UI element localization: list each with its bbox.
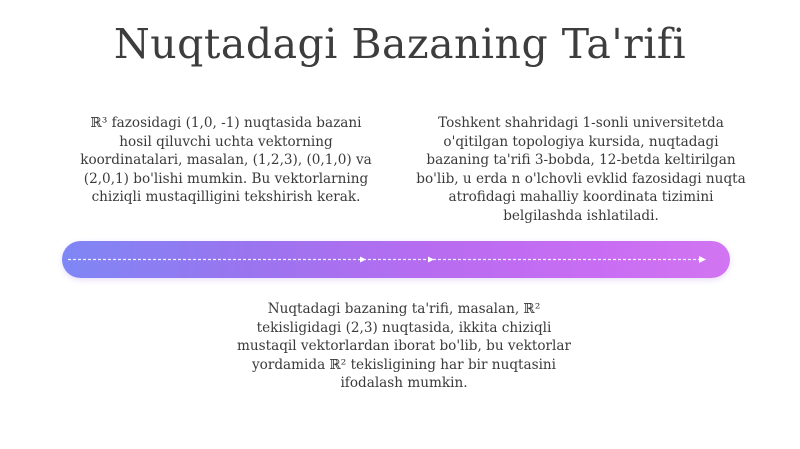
arrow-icon: [360, 257, 366, 263]
timeline-bar: [62, 241, 730, 278]
arrow-icon: [699, 256, 706, 263]
right-text-block: Toshkent shahridagi 1-sonli universitetda o'qitilgan topologiya kursida, nuqtadagi bazaning ta'rifi 3-bobda, 12-betda keltirilgan bo'lib, u erda n o'lchovli evklid fazosidagi nuqta atrofidagi mahalliy koordinata tizimini belgilashda ishlatiladi.: [416, 115, 746, 224]
timeline-arrows: [62, 241, 730, 278]
bottom-text-block: Nuqtadagi bazaning ta'rifi, masalan, ℝ² tekisligidagi (2,3) nuqtasida, ikkita chiziqli mustaqil vektorlardan iborat bo'lib, bu vektorlar yordamida ℝ² tekisligining har bir nuqtasini ifodalash mumkin.: [237, 301, 571, 392]
arrow-icon: [428, 257, 434, 263]
page-title: Nuqtadagi Bazaning Ta'rifi: [113, 20, 687, 68]
left-text-block: ℝ³ fazosidagi (1,0, -1) nuqtasida bazani hosil qiluvchi uchta vektorning koordinatalari, masalan, (1,2,3), (0,1,0) va (2,0,1) bo'lishi mumkin. Bu vektorlarning chiziqli mustaqilligini tekshirish kerak.: [80, 115, 372, 206]
